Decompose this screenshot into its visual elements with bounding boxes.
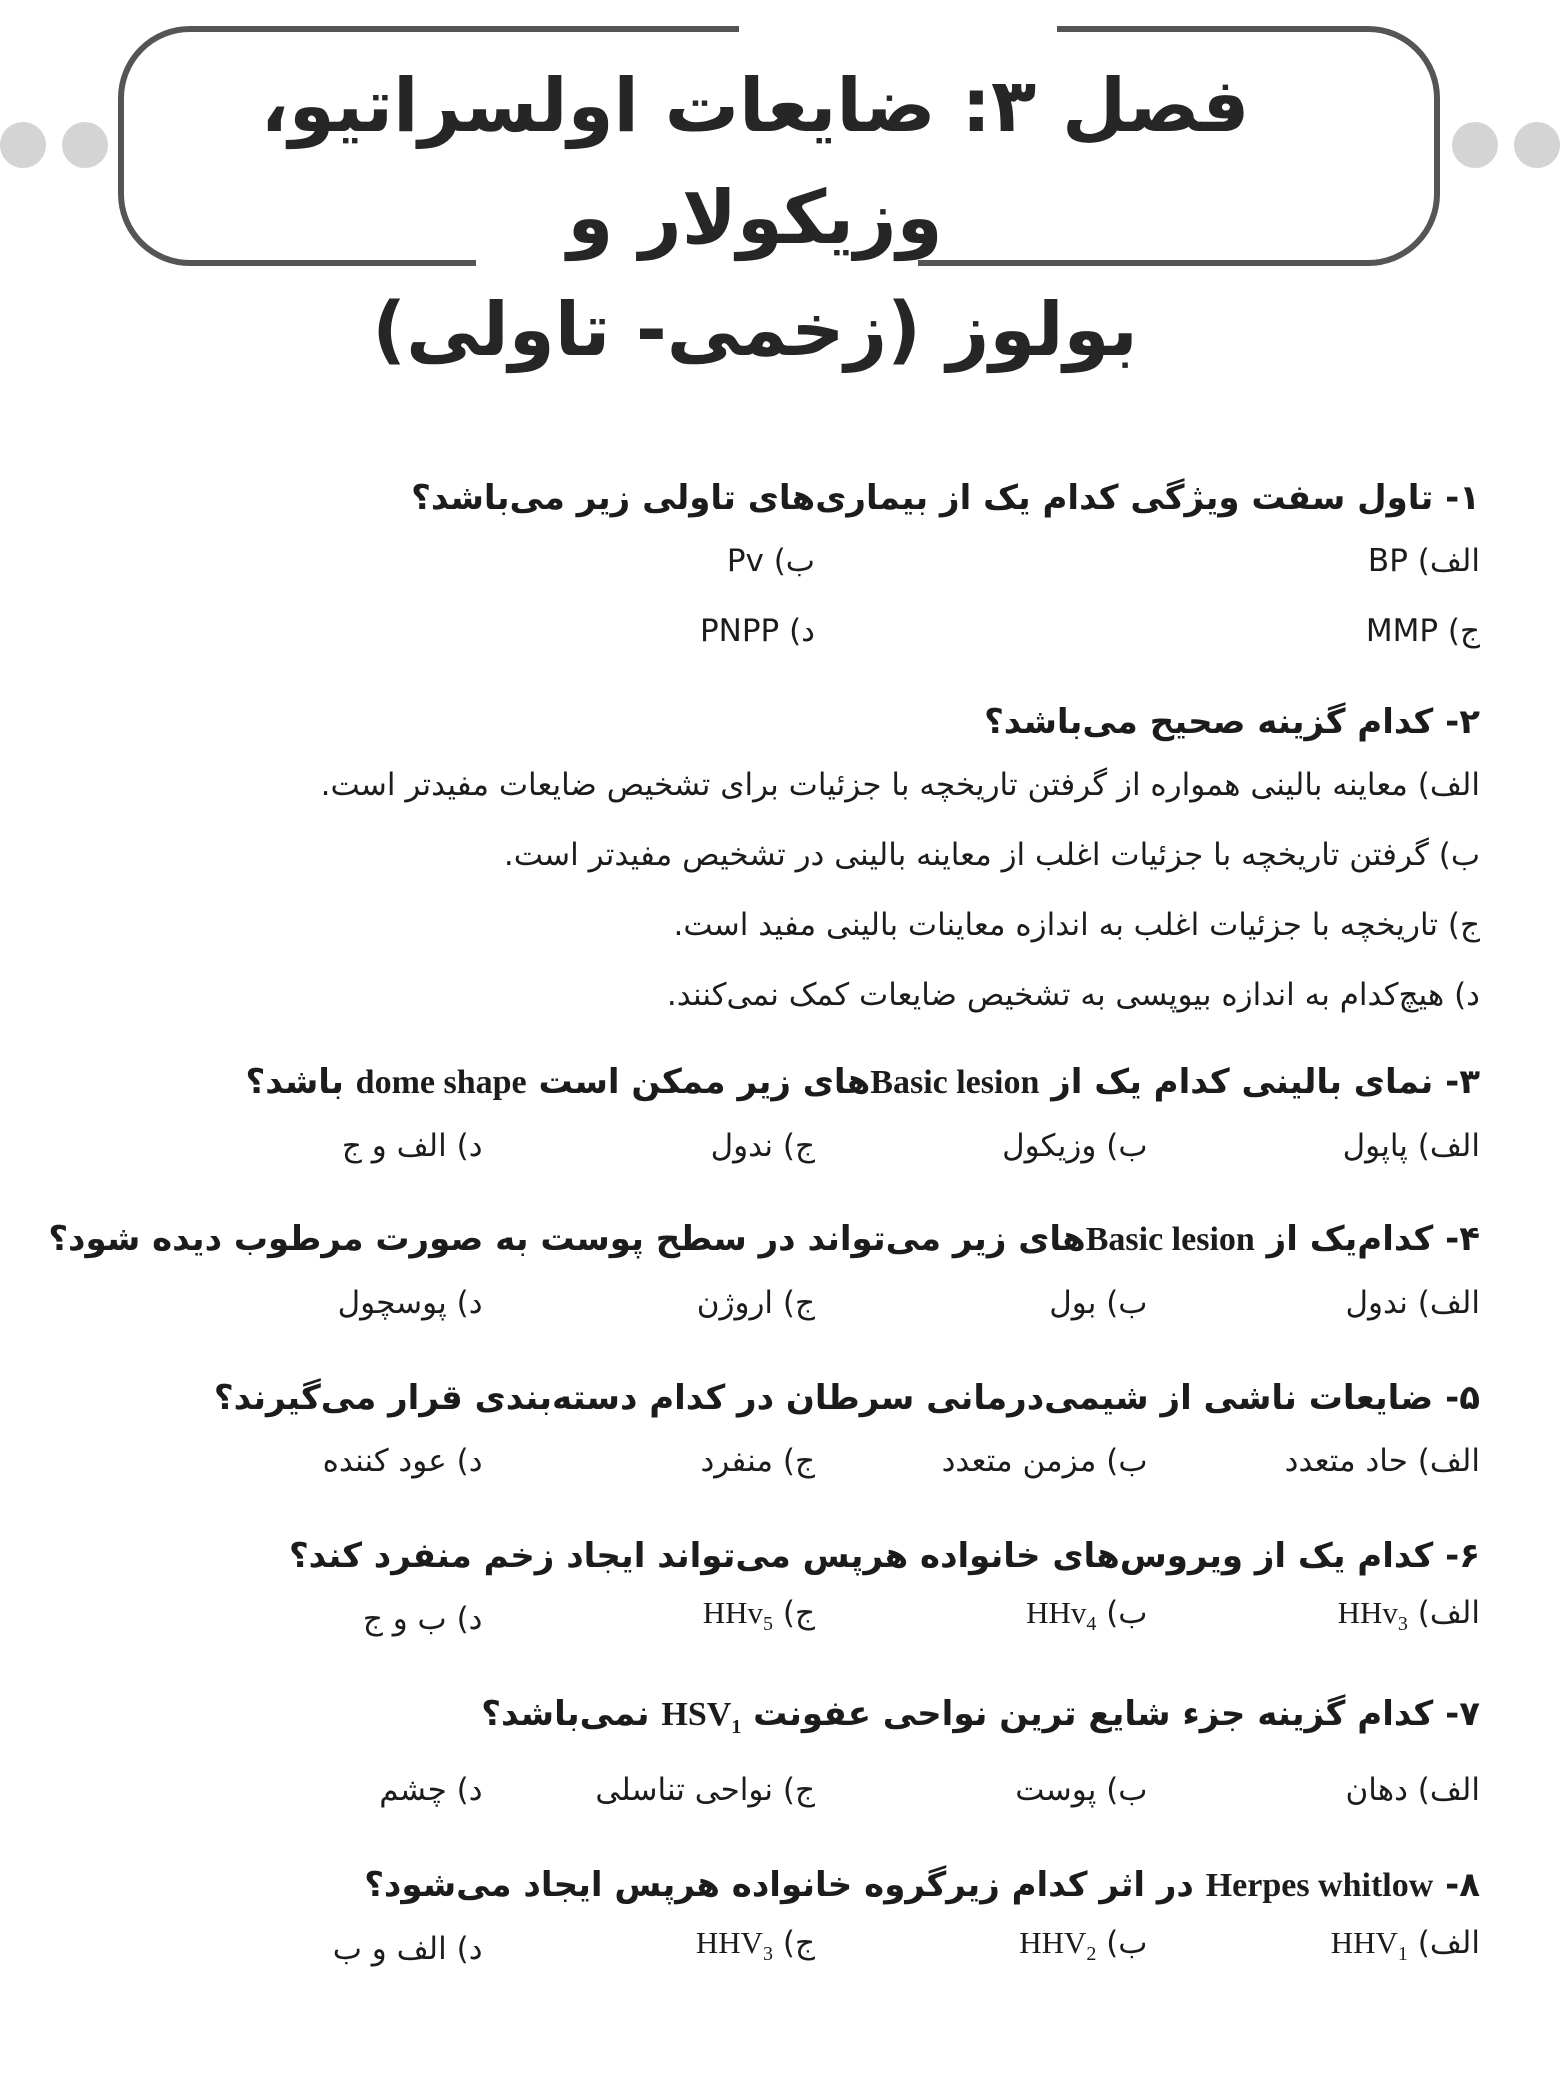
option-label: ج) MMP: [1365, 613, 1480, 649]
title-part: در اثر کدام زیرگروه خانواده هرپس ایجاد می‌شود؟: [364, 1864, 1206, 1905]
question-4-option-c[interactable]: ج) اروژن: [696, 1285, 815, 1321]
question-3-option-c[interactable]: ج) ندول: [710, 1128, 815, 1164]
question-5-option-c[interactable]: ج) منفرد: [700, 1443, 815, 1479]
title-latin: Basic lesion: [1085, 1221, 1255, 1258]
question-5-option-b[interactable]: ب) مزمن متعدد: [941, 1443, 1148, 1479]
decorative-dots-left: [0, 122, 108, 168]
question-2: [150, 694, 1480, 1030]
question-6-option-a[interactable]: [1148, 1578, 1481, 1659]
option-base: HHV: [1019, 1925, 1087, 1961]
question-1-option-d[interactable]: [150, 596, 815, 666]
title-latin: Herpes whitlow: [1205, 1866, 1434, 1904]
question-2-option-d[interactable]: د) هیچ‌کدام به اندازه بیوپسی به تشخیص ضایعات کمک نمی‌کنند.: [666, 977, 1480, 1013]
question-7-option-c[interactable]: ج) نواحی تناسلی: [595, 1771, 815, 1808]
option-sub: 4: [1086, 1613, 1097, 1636]
question-1-options-row1: [150, 526, 1480, 596]
option-sub: 1: [1397, 1943, 1408, 1966]
decorative-dot: [1452, 122, 1498, 168]
question-5-title: ۵- ضایعات ناشی از شیمی‌درمانی سرطان در کدام دسته‌بندی قرار می‌گیرند؟: [213, 1378, 1480, 1418]
option-latin: [702, 1595, 774, 1636]
question-6-options: [150, 1584, 1480, 1654]
chapter-title-line2: بولوز (زخمی- تاولی): [372, 287, 1138, 373]
decorative-dot: [1514, 122, 1560, 168]
question-1: [150, 470, 1480, 666]
question-7: [150, 1686, 1480, 1825]
frame-gap-top: [739, 23, 1057, 35]
question-5-option-d[interactable]: د) عود کننده: [322, 1443, 483, 1479]
option-prefix: ج): [773, 1595, 815, 1632]
option-base: HHV: [1330, 1925, 1398, 1961]
option-prefix: ب): [1096, 1925, 1148, 1962]
question-6-title: ۶- کدام یک از ویروس‌های خانواده هرپس می‌تواند ایجاد زخم منفرد کند؟: [288, 1536, 1480, 1576]
option-label: د) PNPP: [699, 613, 815, 649]
option-prefix: د) الف و ب: [332, 1930, 483, 1967]
option-latin: [1019, 1925, 1097, 1966]
option-base: HHv: [1026, 1595, 1087, 1631]
title-part: ۷- کدام گزینه جزء شایع ترین نواحی عفونت: [741, 1694, 1480, 1734]
option-sub: 2: [1086, 1943, 1097, 1966]
question-2-options: [150, 750, 1480, 1030]
title-part: های زیر ممکن است: [526, 1062, 871, 1102]
question-5-option-a[interactable]: الف) حاد متعدد: [1284, 1443, 1480, 1479]
title-part: ۴- کدام‌یک از: [1254, 1219, 1480, 1259]
question-4-option-a[interactable]: الف) ندول: [1345, 1285, 1480, 1321]
option-sub: 3: [1397, 1613, 1408, 1636]
option-sub: 5: [763, 1613, 774, 1636]
decorative-dot: [0, 122, 46, 168]
question-list: [48, 470, 1480, 1984]
question-7-option-d[interactable]: د) چشم: [379, 1771, 483, 1808]
question-5-options: [150, 1426, 1480, 1496]
question-6-option-c[interactable]: [483, 1578, 816, 1659]
question-4-option-b[interactable]: ب) بول: [1049, 1285, 1148, 1321]
question-7-option-a[interactable]: الف) دهان: [1345, 1771, 1480, 1808]
option-base: HHV: [695, 1925, 764, 1961]
question-8-option-d[interactable]: [150, 1914, 483, 1984]
option-prefix: الف): [1407, 1925, 1480, 1962]
option-prefix: ب): [1096, 1595, 1148, 1632]
option-label: الف) BP: [1367, 543, 1480, 579]
option-prefix: د) ب و ج: [362, 1601, 483, 1637]
title-latin: HSV: [661, 1696, 732, 1733]
question-1-title: ۱- تاول سفت ویژگی کدام یک از بیماری‌های تاولی زیر می‌باشد؟: [411, 478, 1480, 518]
option-latin: [1026, 1595, 1097, 1636]
question-6-option-d[interactable]: [150, 1584, 483, 1654]
question-3-option-d[interactable]: د) الف و ج: [341, 1128, 483, 1164]
question-7-option-b[interactable]: ب) پوست: [1015, 1771, 1148, 1808]
option-prefix: ج): [773, 1925, 815, 1962]
title-latin: Basic lesion: [870, 1064, 1040, 1101]
title-sub: 1: [731, 1715, 742, 1738]
question-4: [48, 1211, 1480, 1338]
question-3-option-a[interactable]: الف) پاپول: [1342, 1128, 1480, 1164]
question-8-option-b[interactable]: [815, 1908, 1148, 1989]
option-label: ب) Pv: [726, 543, 815, 579]
question-7-title: [150, 1686, 1480, 1755]
option-latin: [1330, 1925, 1408, 1966]
question-8-option-a[interactable]: [1148, 1908, 1481, 1989]
option-base: HHv: [702, 1595, 764, 1631]
chapter-title: [160, 50, 1350, 386]
question-3-option-b[interactable]: ب) وزیکول: [1002, 1128, 1148, 1164]
question-1-options-row2: [150, 596, 1480, 666]
question-8-option-c[interactable]: [483, 1908, 816, 1989]
title-part: ۸-: [1433, 1864, 1480, 1905]
question-2-option-b[interactable]: ب) گرفتن تاریخچه با جزئیات اغلب از معاینه بالینی در تشخیص مفیدتر است.: [503, 837, 1480, 873]
question-8-options: [150, 1914, 1480, 1984]
title-latin: dome shape: [355, 1064, 527, 1101]
chapter-title-line1: فصل ۳: ضایعات اولسراتیو، وزیکولار و: [260, 63, 1250, 261]
title-part: ۳- نمای بالینی کدام یک از: [1039, 1062, 1480, 1102]
question-4-option-d[interactable]: د) پوسچول: [337, 1285, 483, 1321]
question-3-options: [150, 1111, 1480, 1181]
question-1-option-b[interactable]: [150, 526, 815, 596]
question-7-options: [150, 1755, 1480, 1825]
question-5: [150, 1370, 1480, 1496]
decorative-dots-right: [1452, 122, 1560, 168]
question-2-option-a[interactable]: الف) معاینه بالینی همواره از گرفتن تاریخچه با جزئیات برای تشخیص ضایعات مفیدتر است.: [320, 767, 1480, 803]
option-latin: [1337, 1595, 1408, 1636]
decorative-dot: [62, 122, 108, 168]
question-1-option-a[interactable]: [815, 526, 1480, 596]
question-3: [150, 1054, 1480, 1181]
question-2-option-c[interactable]: ج) تاریخچه با جزئیات اغلب به اندازه معاینات بالینی مفید است.: [673, 907, 1480, 943]
question-3-title: [150, 1054, 1480, 1111]
question-6: [150, 1528, 1480, 1654]
question-1-option-c[interactable]: [815, 596, 1480, 666]
title-part: باشد؟: [245, 1062, 356, 1102]
question-8-title: [150, 1857, 1480, 1914]
question-2-title: ۲- کدام گزینه صحیح می‌باشد؟: [984, 702, 1480, 742]
option-sub: 3: [763, 1943, 774, 1966]
title-part: های زیر می‌تواند در سطح پوست به صورت مرطوب دیده شود؟: [48, 1219, 1086, 1259]
option-prefix: الف): [1407, 1595, 1480, 1632]
question-8: [150, 1857, 1480, 1984]
question-4-title: [48, 1211, 1480, 1268]
question-4-options: [150, 1268, 1480, 1338]
title-part: نمی‌باشد؟: [481, 1694, 662, 1734]
option-base: HHv: [1337, 1595, 1398, 1631]
question-6-option-b[interactable]: [815, 1578, 1148, 1659]
option-latin: [695, 1925, 774, 1966]
